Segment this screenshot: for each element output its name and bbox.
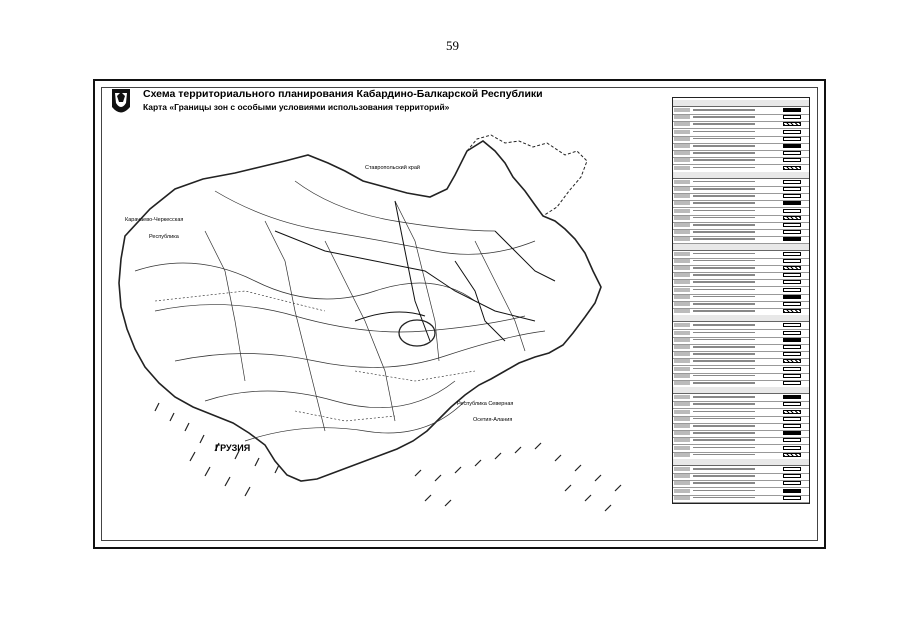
label-karachay-republic: Республика (149, 234, 179, 240)
map-subtitle: Карта «Границы зон с особыми условиями использования территорий» (143, 102, 450, 112)
map-sheet (93, 79, 826, 549)
legend-section-header (673, 100, 809, 107)
label-north-ossetia-2: Осетия-Алания (473, 417, 513, 423)
legend-section-header (673, 315, 809, 322)
map-legend (672, 97, 810, 504)
label-stavropol: Ставропольский край (365, 165, 420, 171)
legend-section-header (673, 459, 809, 466)
label-karachay: Карачаево-Черкесская (125, 217, 184, 223)
label-north-ossetia-1: Республика Северная (457, 401, 514, 407)
map-title: Схема территориального планирования Кабардино-Балкарской Республики (143, 88, 543, 100)
legend-section-header (673, 387, 809, 394)
page-number: 59 (446, 38, 459, 53)
label-georgia: ГРУЗИЯ (215, 443, 251, 453)
legend-row (673, 495, 809, 503)
legend-section-header (673, 244, 809, 251)
legend-section-header (673, 172, 809, 179)
